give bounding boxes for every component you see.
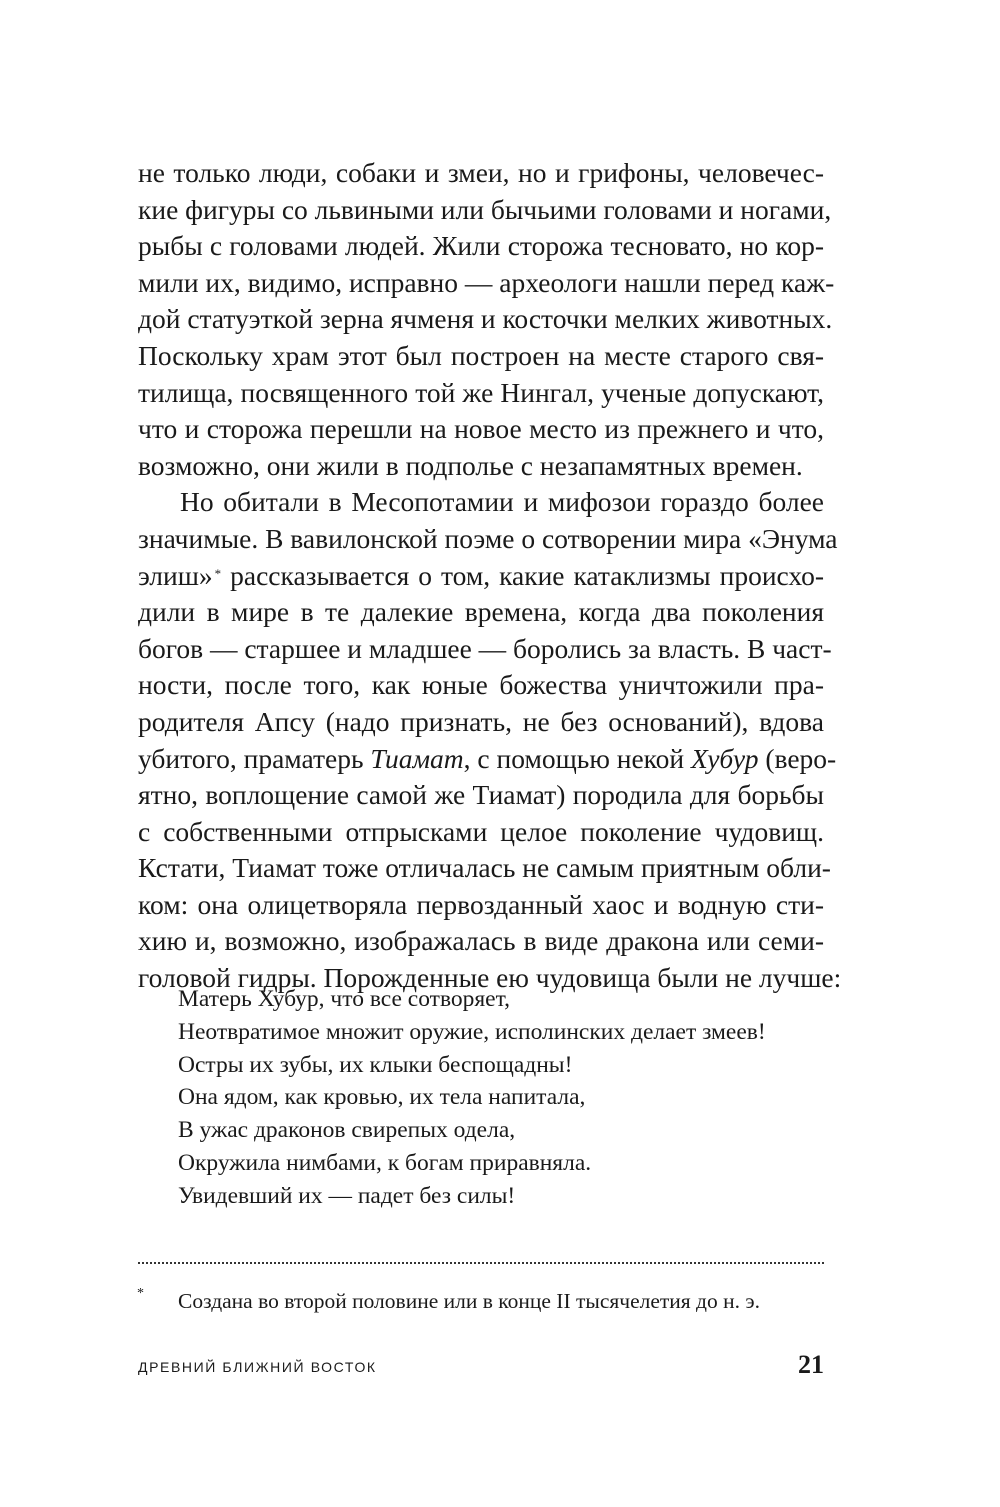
italic-name: Тиамат [370, 742, 464, 774]
poem-line: Неотвратимое множит оружие, исполинских делает змеев! [178, 1018, 766, 1045]
main-text [138, 155, 842, 997]
footnote-ref-mark: * [214, 565, 222, 581]
text-line: богов — старшее и младшее — боролись за власть. В част- [138, 632, 832, 664]
poem-line: Она ядом, как кровью, их тела напитала, [178, 1084, 586, 1111]
text-line: значимые. В вавилонской поэме о сотворении мира «Энума [138, 522, 838, 554]
text-line: рыбы с головами людей. Жили сторожа тесновато, но кор- [138, 230, 824, 262]
text-line: Но обитали в Месопотамии и мифозои гораздо более [180, 486, 824, 518]
text-line: ятно, воплощение самой же Тиамат) породила для борьбы [138, 779, 824, 811]
page-number: 21 [798, 1350, 824, 1379]
text-line: дили в мире в те далекие времена, когда два поколения [138, 596, 824, 628]
poem-line: Окружила нимбами, к богам приравняла. [178, 1149, 592, 1176]
text-line: возможно, они жили в подполье с незапамятных времен. [138, 449, 803, 481]
text-line [138, 558, 824, 595]
italic-name: Хубур [690, 742, 759, 774]
poem-line: Остры их зубы, их клыки беспощадны! [178, 1051, 573, 1078]
footnote-text: Создана во второй половине или в конце II тысячелетия до н. э. [178, 1289, 760, 1313]
text-line: головой гидры. Порожденные ею чудовища были не лучше: [138, 962, 842, 994]
footnote-mark: * [137, 1286, 144, 1301]
text-fragment: рассказывается о том, какие катаклизмы происхо- [221, 559, 824, 591]
text-fragment: , с помощью некой [463, 742, 691, 774]
footnote-separator [138, 1262, 824, 1264]
text-line: не только люди, собаки и змеи, но и грифоны, человечес- [138, 157, 824, 188]
text-line: тилища, посвященного той же Нингал, ученые допускают, [138, 376, 824, 408]
poem-quote [178, 983, 818, 1213]
poem-line: Увидевший их — падет без силы! [178, 1182, 516, 1209]
text-fragment: элиш» [138, 559, 213, 591]
text-line: с собственными отпрысками целое поколение чудовищ. [138, 815, 824, 847]
text-fragment: убитого, праматерь [138, 742, 371, 774]
poem-line: Матерь Хубур, что все сотворяет, [178, 986, 510, 1012]
poem-line: В ужас драконов свирепых одела, [178, 1117, 516, 1144]
text-line: родителя Апсу (надо признать, не без оснований), вдова [138, 705, 824, 737]
text-line: дой статуэткой зерна ячменя и косточки мелких животных. [138, 303, 833, 335]
text-line: ком: она олицетворяла первозданный хаос и водную сти- [138, 888, 824, 920]
text-fragment: (веро- [758, 742, 837, 774]
text-line: что и сторожа перешли на новое место из прежнего и что, [138, 413, 824, 445]
text-line: мили их, видимо, исправно — археологи нашли перед каж- [138, 266, 835, 298]
text-line: Кстати, Тиамат тоже отличалась не самым приятным обли- [138, 852, 831, 884]
text-line: ности, после того, как юные божества уничтожили пра- [138, 669, 824, 701]
text-line: Поскольку храм этот был построен на месте старого свя- [138, 339, 824, 371]
running-head: ДРЕВНИЙ БЛИЖНИЙ ВОСТОК [138, 1359, 377, 1375]
text-line: кие фигуры со львиными или бычьими головами и ногами, [138, 193, 832, 225]
text-line [138, 741, 837, 778]
text-line: хию и, возможно, изображалась в виде дракона или семи- [138, 925, 824, 957]
